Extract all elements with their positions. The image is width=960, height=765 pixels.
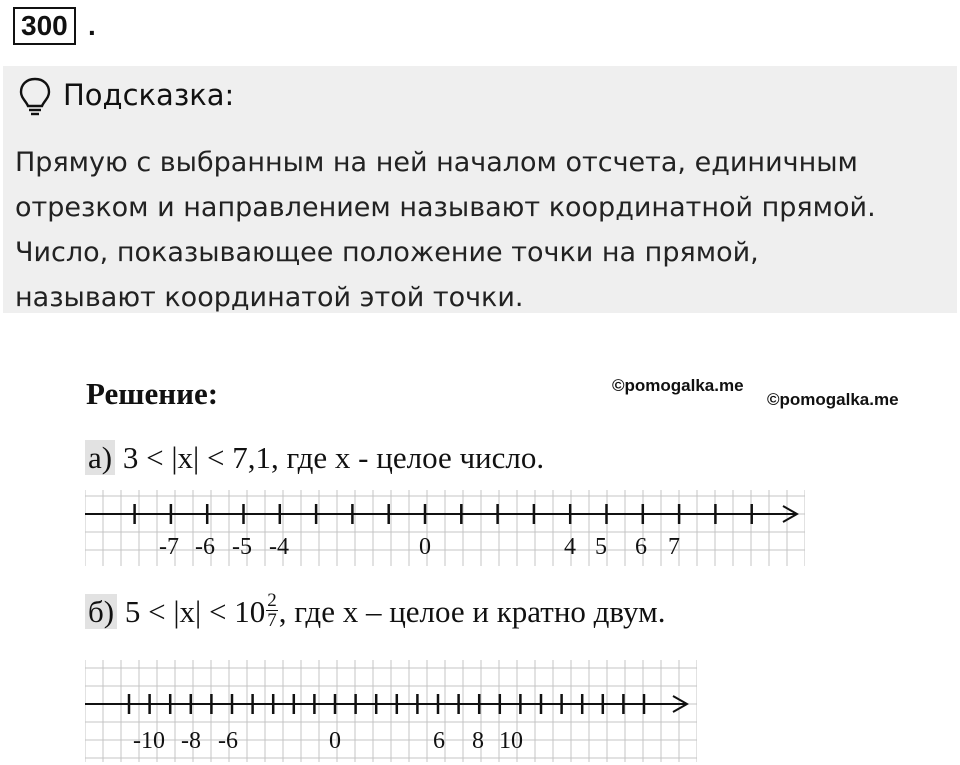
hint-title: Подсказка:: [63, 78, 235, 112]
watermark: ©pomogalka.me: [612, 376, 744, 395]
tick-label: 6: [433, 728, 445, 754]
hint-text: [15, 140, 945, 320]
hint-line: называют координатой этой точки.: [15, 282, 524, 313]
part-b-tail: , где x – целое и кратно двум.: [278, 594, 666, 629]
tick-label: -6: [218, 728, 238, 754]
hint-line: Число, показывающее положение точки на прямой,: [15, 237, 759, 268]
task-number-box: [13, 7, 76, 45]
tick-label: 8: [472, 728, 484, 754]
part-b-statement: [85, 590, 666, 634]
part-b-expression: 5 < |x| < 10: [124, 594, 266, 629]
fraction-denominator: 7: [267, 610, 277, 632]
task-number-dot: .: [88, 10, 96, 41]
part-a-expression: 3 < |x| < 7,1: [122, 440, 271, 475]
task-number: 300: [21, 10, 68, 41]
tick-label: 4: [564, 534, 576, 560]
tick-label: -10: [133, 728, 165, 754]
tick-label: -7: [159, 534, 179, 560]
part-a-statement: [85, 440, 544, 476]
fraction: [266, 591, 278, 630]
number-line-a: [85, 490, 805, 566]
solution-title: Решение:: [86, 376, 219, 411]
tick-label: -8: [181, 728, 201, 754]
tick-label: 10: [499, 728, 523, 754]
part-a-tail: , где x - целое число.: [270, 440, 545, 475]
tick-label: 6: [635, 534, 647, 560]
hint-line: отрезком и направлением называют координатной прямой.: [15, 192, 876, 223]
hint-line: Прямую с выбранным на ней началом отсчета, единичным: [15, 147, 858, 178]
tick-label: -5: [232, 534, 252, 560]
part-a-label: а): [85, 440, 115, 475]
watermark: ©pomogalka.me: [767, 390, 899, 409]
tick-label: -4: [269, 534, 289, 560]
lightbulb-icon: [18, 76, 52, 116]
tick-label: 7: [668, 534, 680, 560]
tick-label: -6: [195, 534, 215, 560]
number-line-b: [85, 660, 697, 762]
hint-box: [3, 66, 957, 313]
part-b-label: б): [85, 594, 117, 629]
fraction-numerator: 2: [267, 590, 277, 612]
tick-label: 0: [329, 728, 341, 754]
tick-label: 0: [419, 534, 431, 560]
tick-label: 5: [595, 534, 607, 560]
